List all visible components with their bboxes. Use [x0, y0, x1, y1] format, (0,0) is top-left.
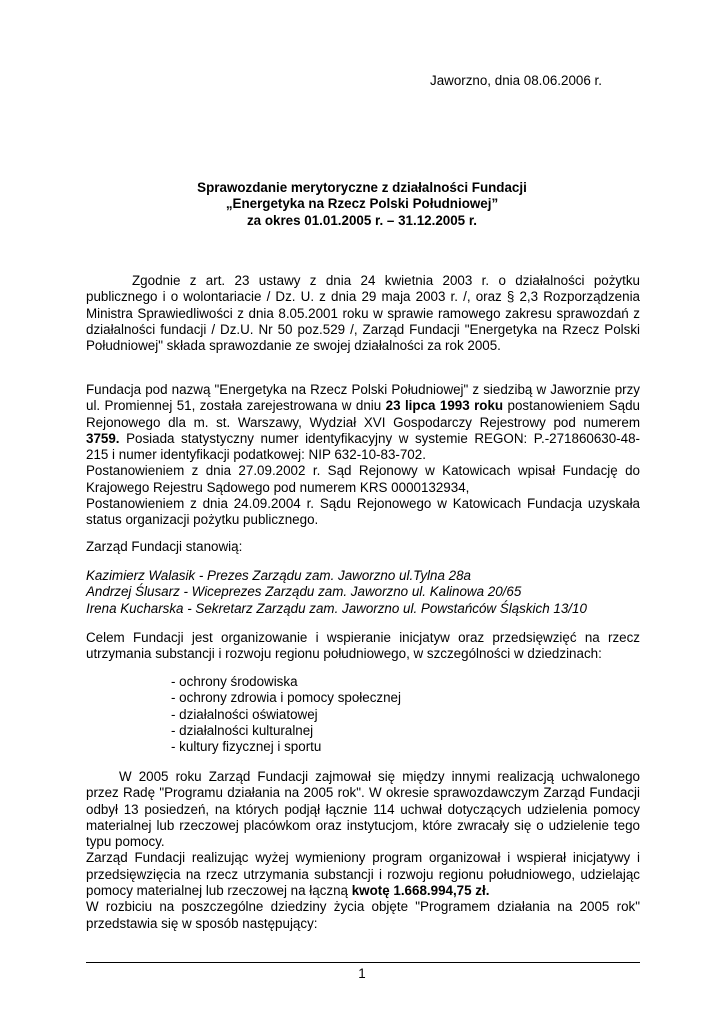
- activity-line: [86, 883, 640, 899]
- activity-line: przez Radę "Programu działania na 2005 rok". W okresie sprawozdawczym Zarząd Fundacji: [86, 785, 640, 801]
- board-member: Irena Kucharska - Sekretarz Zarządu zam. Jaworzno ul. Powstańców Śląskich 13/10: [86, 600, 587, 616]
- foundation-line: Postanowieniem z dnia 24.09.2004 r. Sądu Rejonowego w Katowicach Fundacja uzyskała: [86, 496, 640, 512]
- foundation-line: [86, 431, 640, 447]
- list-item: - kultury fizycznej i sportu: [171, 739, 322, 755]
- foundation-line: Krajowego Rejestru Sądowego pod numerem KRS 0000132934,: [86, 479, 470, 495]
- activity-line: typu pomocy.: [86, 834, 165, 850]
- registry-number: 3759.: [86, 430, 120, 446]
- page-number: 1: [358, 966, 366, 981]
- activity-line: przedsięwzięcia na rzecz utrzymania substancji i rozwoju regionu południowego, udzielając: [86, 866, 640, 882]
- title-line-1: Sprawozdanie merytoryczne z działalności Fundacji: [197, 180, 527, 195]
- foundation-paragraph: [86, 382, 640, 529]
- list-item: - działalności oświatowej: [171, 706, 318, 722]
- intro-line: publicznego i o wolontariacie / Dz. U. z dnia 29 maja 2003 r. /, oraz § 2,3 Rozporządzenia: [86, 289, 640, 305]
- board-member: Kazimierz Walasik - Prezes Zarządu zam. Jaworzno ul.Tylna 28a: [86, 568, 471, 583]
- activity-line: W 2005 roku Zarząd Fundacji zajmował się między innymi realizacją uchwalonego: [119, 769, 640, 784]
- foundation-line: Fundacja pod nazwą "Energetyka na Rzecz Polski Południowej" z siedzibą w Jaworznie przy: [86, 382, 640, 397]
- activity-text: pomocy materialnej lub rzeczowej na łączną: [86, 883, 352, 899]
- goal-line: utrzymania substancji i rozwoju regionu południowego, w szczególności w dziedzinach:: [86, 646, 602, 662]
- fields-list: [171, 674, 401, 755]
- intro-paragraph: [86, 273, 640, 354]
- activity-line: odbył 13 posiedzeń, na których podjął łącznie 114 uchwał dotyczących udzielenia pomocy: [86, 801, 640, 817]
- foundation-text: ul. Promiennej 51, została zarejestrowana w dniu: [86, 398, 386, 414]
- activity-line: W rozbiciu na poszczególne dziedziny życia objęte "Programem działania na 2005 rok": [86, 899, 640, 915]
- goal-line: Celem Fundacji jest organizowanie i wspieranie inicjatyw oraz przedsięwzięć na rzecz: [86, 630, 640, 645]
- board-heading: Zarząd Fundacji stanowią:: [86, 539, 243, 554]
- goal-paragraph: [86, 630, 640, 663]
- place-date: Jaworzno, dnia 08.06.2006 r.: [430, 73, 602, 88]
- total-amount: kwotę 1.668.994,75 zł.: [351, 883, 490, 899]
- list-item: - ochrony środowiska: [171, 674, 298, 689]
- intro-line: działalności fundacji / Dz.U. Nr 50 poz.529 /, Zarząd Fundacji "Energetyka na Rzecz Polski: [86, 321, 640, 337]
- foundation-line: [86, 398, 640, 414]
- activity-paragraph: [86, 769, 640, 932]
- activity-line: materialnej lub rzeczowej placówkom oraz instytucjom, które zwracały się o udzielenie tego: [86, 817, 640, 833]
- board-member: Andrzej Ślusarz - Wiceprezes Zarządu zam. Jaworzno ul. Kalinowa 20/65: [86, 584, 522, 600]
- list-item: - działalności kulturalnej: [171, 722, 314, 738]
- activity-line: przedstawia się w sposób następujący:: [86, 915, 318, 931]
- title-line-3: za okres 01.01.2005 r. – 31.12.2005 r.: [246, 212, 478, 228]
- intro-line: Południowej" składa sprawozdanie ze swojej działalności za rok 2005.: [86, 338, 501, 354]
- report-title: [84, 180, 640, 229]
- foundation-text: postanowieniem Sądu: [503, 398, 640, 414]
- registration-date: 23 lipca 1993 roku: [385, 398, 504, 414]
- list-item: - ochrony zdrowia i pomocy społecznej: [171, 690, 401, 706]
- activity-line: Zarząd Fundacji realizując wyżej wymieniony program organizował i wspierał inicjatywy i: [86, 850, 640, 866]
- board-members: [86, 568, 640, 617]
- foundation-line: Rejonowego dla m. st. Warszawy, Wydział XVI Gospodarczy Rejestrowy pod numerem: [86, 414, 640, 430]
- intro-line: Ministra Sprawiedliwości z dnia 8.05.2001 roku w sprawie ramowego zakresu sprawozdań z: [86, 305, 640, 321]
- foundation-line: Postanowieniem z dnia 27.09.2002 r. Sąd Rejonowy w Katowicach wpisał Fundację do: [86, 463, 640, 479]
- footer-divider: [86, 962, 640, 963]
- title-line-2: „Energetyka na Rzecz Polski Południowej”: [225, 196, 499, 212]
- intro-line: Zgodnie z art. 23 ustawy z dnia 24 kwietnia 2003 r. o działalności pożytku: [132, 273, 640, 288]
- foundation-text: Posiada statystyczny numer identyfikacyjny w systemie REGON: P.-271860630-48-: [119, 430, 640, 446]
- foundation-line: 215 i numer identyfikacji podatkowej: NIP 632-10-83-702.: [86, 447, 426, 463]
- foundation-line: status organizacji pożytku publicznego.: [86, 512, 319, 528]
